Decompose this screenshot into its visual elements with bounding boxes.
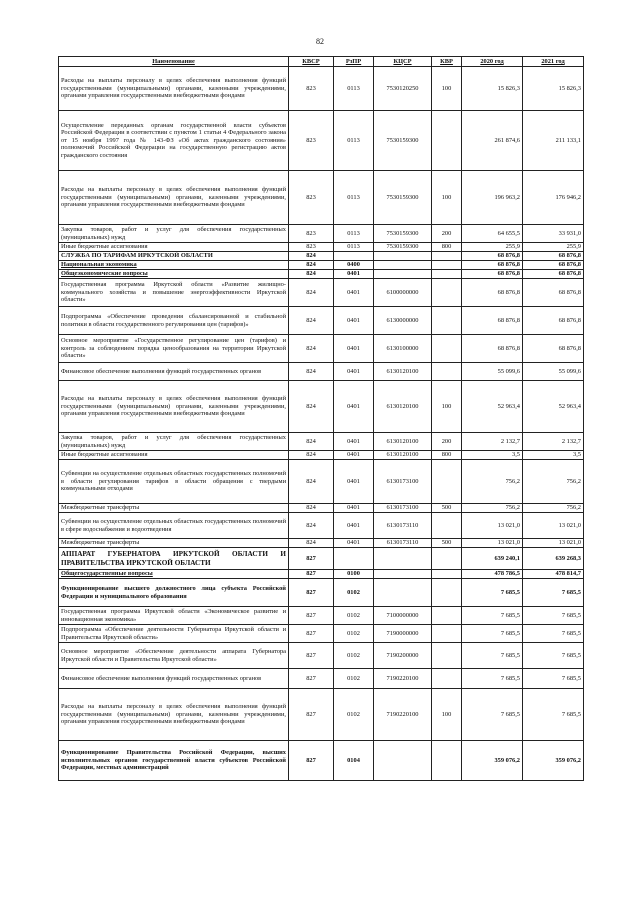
table-row	[59, 225, 584, 243]
table-row	[59, 643, 584, 669]
cell-kvr	[432, 252, 462, 261]
cell-name: Иные бюджетные ассигнования	[59, 243, 289, 252]
cell-rzpr: 0401	[334, 363, 374, 381]
cell-kvsr: 824	[289, 504, 334, 513]
cell-kcsr: 7530159300	[374, 171, 432, 225]
cell-name: Расходы на выплаты персоналу в целях обеспечения выполнения функций государственными (муниципальными) органами, казенными учреждениями, органами управления государственными внебюджетными фондами	[59, 381, 289, 433]
cell-y2021: 68 876,8	[523, 307, 584, 335]
table-row	[59, 111, 584, 171]
cell-kcsr: 6130120100	[374, 381, 432, 433]
cell-rzpr: 0401	[334, 539, 374, 548]
cell-y2021: 478 814,7	[523, 570, 584, 579]
cell-y2020: 756,2	[462, 504, 523, 513]
table-row	[59, 741, 584, 781]
cell-y2021: 55 099,6	[523, 363, 584, 381]
cell-rzpr: 0113	[334, 67, 374, 111]
cell-kvsr: 824	[289, 451, 334, 460]
cell-rzpr: 0401	[334, 451, 374, 460]
cell-y2020: 3,5	[462, 451, 523, 460]
cell-kcsr: 6130173100	[374, 460, 432, 504]
cell-kvr	[432, 335, 462, 363]
cell-kvsr: 827	[289, 548, 334, 570]
table-header-row	[59, 57, 584, 67]
cell-name: Основное мероприятие «Государственное регулирование цен (тарифов) и контроль за соблюдением порядка ценообразования на территории Иркутской области»	[59, 335, 289, 363]
cell-name: Осуществление переданных органам государственной власти субъектов Российской Федерации в соответствии с пунктом 1 статьи 4 Федерального закона от 15 ноября 1997 года № 143-ФЗ «Об актах гражданского состояния» полномочий Российской Федерации на государственную регистрацию актов гражданского состояния	[59, 111, 289, 171]
cell-kvr	[432, 279, 462, 307]
cell-rzpr: 0401	[334, 513, 374, 539]
cell-kvsr: 824	[289, 460, 334, 504]
cell-y2020: 13 021,0	[462, 539, 523, 548]
table-row	[59, 363, 584, 381]
cell-kvr	[432, 270, 462, 279]
cell-kcsr: 6130120100	[374, 451, 432, 460]
cell-y2021: 13 021,0	[523, 513, 584, 539]
cell-kcsr	[374, 252, 432, 261]
cell-kvsr: 824	[289, 381, 334, 433]
table-row	[59, 548, 584, 570]
cell-y2020: 7 685,5	[462, 607, 523, 625]
cell-kcsr	[374, 548, 432, 570]
table-row	[59, 270, 584, 279]
table-row	[59, 504, 584, 513]
cell-rzpr: 0100	[334, 570, 374, 579]
cell-y2021: 33 931,0	[523, 225, 584, 243]
cell-name: Межбюджетные трансферты	[59, 504, 289, 513]
table-row	[59, 381, 584, 433]
cell-rzpr: 0401	[334, 433, 374, 451]
header-kvr: КВР	[432, 57, 462, 67]
cell-y2020: 196 963,2	[462, 171, 523, 225]
cell-name: Функционирование высшего должностного лица субъекта Российской Федерации и муниципального образования	[59, 579, 289, 607]
cell-rzpr: 0102	[334, 689, 374, 741]
cell-kcsr: 7190200000	[374, 643, 432, 669]
cell-rzpr: 0102	[334, 607, 374, 625]
cell-kvsr: 824	[289, 433, 334, 451]
table-row	[59, 279, 584, 307]
table-row	[59, 261, 584, 270]
cell-y2021: 7 685,5	[523, 643, 584, 669]
cell-rzpr: 0102	[334, 669, 374, 689]
cell-y2021: 68 876,8	[523, 252, 584, 261]
cell-kvsr: 823	[289, 243, 334, 252]
cell-name: Субвенции на осуществление отдельных областных государственных полномочий в области регулирования тарифов в области обращения с твердыми коммунальными отходами	[59, 460, 289, 504]
cell-rzpr: 0113	[334, 225, 374, 243]
cell-kvr	[432, 669, 462, 689]
cell-kvsr: 823	[289, 225, 334, 243]
cell-y2020: 7 685,5	[462, 643, 523, 669]
cell-y2021: 639 268,3	[523, 548, 584, 570]
cell-kvr	[432, 579, 462, 607]
cell-kvr: 500	[432, 504, 462, 513]
cell-name: Функционирование Правительства Российской Федерации, высших исполнительных органов государственной власти субъектов Российской Федерации, местных администраций	[59, 741, 289, 781]
cell-y2020: 68 876,8	[462, 270, 523, 279]
cell-y2020: 52 963,4	[462, 381, 523, 433]
cell-name: Закупка товаров, работ и услуг для обеспечения государственных (муниципальных) нужд	[59, 433, 289, 451]
cell-kcsr	[374, 270, 432, 279]
cell-y2021: 756,2	[523, 460, 584, 504]
cell-kvsr: 827	[289, 689, 334, 741]
cell-kcsr: 6130173110	[374, 513, 432, 539]
header-2020: 2020 год	[462, 57, 523, 67]
cell-kcsr: 6130120100	[374, 433, 432, 451]
cell-y2021: 7 685,5	[523, 607, 584, 625]
cell-rzpr: 0102	[334, 625, 374, 643]
cell-y2021: 7 685,5	[523, 625, 584, 643]
cell-kvr: 100	[432, 171, 462, 225]
cell-kcsr: 6130173110	[374, 539, 432, 548]
cell-kvr: 100	[432, 689, 462, 741]
table-row	[59, 451, 584, 460]
cell-kvsr: 827	[289, 579, 334, 607]
cell-name: Подпрограмма «Обеспечение проведения сбалансированной и стабильной политики в области государственного регулирования цен (тарифов)»	[59, 307, 289, 335]
cell-y2021: 68 876,8	[523, 279, 584, 307]
cell-y2021: 13 021,0	[523, 539, 584, 548]
table-row	[59, 171, 584, 225]
cell-y2020: 13 021,0	[462, 513, 523, 539]
cell-y2021: 68 876,8	[523, 261, 584, 270]
cell-name: Расходы на выплаты персоналу в целях обеспечения выполнения функций государственными (муниципальными) органами, казенными учреждениями, органами управления государственными внебюджетными фондами	[59, 689, 289, 741]
cell-y2021: 68 876,8	[523, 335, 584, 363]
table-row	[59, 607, 584, 625]
header-name: Наименование	[59, 57, 289, 67]
cell-kvsr: 827	[289, 669, 334, 689]
cell-rzpr: 0401	[334, 460, 374, 504]
header-rzpr: РзПР	[334, 57, 374, 67]
cell-y2021: 68 876,8	[523, 270, 584, 279]
table-row	[59, 513, 584, 539]
cell-y2020: 639 240,1	[462, 548, 523, 570]
cell-rzpr: 0401	[334, 504, 374, 513]
cell-y2020: 756,2	[462, 460, 523, 504]
table-row	[59, 570, 584, 579]
cell-kcsr	[374, 261, 432, 270]
cell-rzpr: 0400	[334, 261, 374, 270]
table-row	[59, 307, 584, 335]
cell-kvsr: 824	[289, 513, 334, 539]
cell-rzpr: 0401	[334, 335, 374, 363]
table-row	[59, 252, 584, 261]
cell-y2020: 55 099,6	[462, 363, 523, 381]
table-row	[59, 625, 584, 643]
cell-kvsr: 823	[289, 67, 334, 111]
cell-kvr	[432, 261, 462, 270]
cell-y2021: 7 685,5	[523, 689, 584, 741]
cell-kvsr: 827	[289, 625, 334, 643]
cell-y2020: 68 876,8	[462, 279, 523, 307]
cell-name: Финансовое обеспечение выполнения функций государственных органов	[59, 363, 289, 381]
cell-kvr: 100	[432, 381, 462, 433]
cell-rzpr: 0113	[334, 171, 374, 225]
cell-y2020: 64 655,5	[462, 225, 523, 243]
cell-name: Общегосударственные вопросы	[59, 570, 289, 579]
cell-name: Подпрограмма «Обеспечение деятельности Губернатора Иркутской области и Правительства Иркутской области»	[59, 625, 289, 643]
cell-name: Расходы на выплаты персоналу в целях обеспечения выполнения функций государственными (муниципальными) органами, казенными учреждениями, органами управления государственными внебюджетными фондами	[59, 171, 289, 225]
cell-kvsr: 823	[289, 111, 334, 171]
cell-rzpr	[334, 252, 374, 261]
cell-name: Иные бюджетные ассигнования	[59, 451, 289, 460]
cell-kvr	[432, 607, 462, 625]
budget-table	[58, 56, 584, 781]
cell-kvsr: 827	[289, 570, 334, 579]
header-kvsr: КВСР	[289, 57, 334, 67]
cell-kvsr: 827	[289, 643, 334, 669]
cell-kvr	[432, 513, 462, 539]
cell-rzpr: 0113	[334, 243, 374, 252]
cell-kvsr: 824	[289, 252, 334, 261]
cell-name: Закупка товаров, работ и услуг для обеспечения государственных (муниципальных) нужд	[59, 225, 289, 243]
cell-rzpr: 0113	[334, 111, 374, 171]
cell-rzpr: 0401	[334, 307, 374, 335]
cell-y2020: 7 685,5	[462, 689, 523, 741]
cell-kcsr: 6130100000	[374, 335, 432, 363]
cell-rzpr: 0102	[334, 579, 374, 607]
cell-kvr: 100	[432, 67, 462, 111]
cell-kvr	[432, 570, 462, 579]
cell-y2020: 68 876,8	[462, 252, 523, 261]
header-2021: 2021 год	[523, 57, 584, 67]
table-row	[59, 579, 584, 607]
cell-y2021: 7 685,5	[523, 579, 584, 607]
cell-kcsr: 7190000000	[374, 625, 432, 643]
cell-kvsr: 824	[289, 307, 334, 335]
cell-kvr	[432, 741, 462, 781]
cell-name: Финансовое обеспечение выполнения функций государственных органов	[59, 669, 289, 689]
cell-kvr: 800	[432, 451, 462, 460]
cell-y2020: 68 876,8	[462, 261, 523, 270]
cell-y2021: 3,5	[523, 451, 584, 460]
cell-y2020: 15 826,3	[462, 67, 523, 111]
cell-kvsr: 827	[289, 741, 334, 781]
cell-name: Основное мероприятие «Обеспечение деятельности аппарата Губернатора Иркутской области и Правительства Иркутской области»	[59, 643, 289, 669]
cell-kcsr: 7530159300	[374, 243, 432, 252]
cell-kvr	[432, 363, 462, 381]
cell-kcsr: 7530120250	[374, 67, 432, 111]
table-row	[59, 539, 584, 548]
cell-y2020: 359 076,2	[462, 741, 523, 781]
cell-y2021: 756,2	[523, 504, 584, 513]
cell-kcsr: 7100000000	[374, 607, 432, 625]
cell-kvsr: 824	[289, 363, 334, 381]
cell-y2020: 7 685,5	[462, 669, 523, 689]
cell-kcsr: 6130000000	[374, 307, 432, 335]
cell-kcsr: 7190220100	[374, 669, 432, 689]
cell-y2020: 478 786,5	[462, 570, 523, 579]
table-row	[59, 335, 584, 363]
cell-rzpr: 0401	[334, 270, 374, 279]
cell-rzpr: 0401	[334, 279, 374, 307]
cell-kcsr: 7190220100	[374, 689, 432, 741]
cell-y2021: 359 076,2	[523, 741, 584, 781]
cell-kvr	[432, 548, 462, 570]
cell-kvsr: 824	[289, 335, 334, 363]
cell-y2021: 255,9	[523, 243, 584, 252]
cell-kvsr: 824	[289, 270, 334, 279]
cell-rzpr: 0104	[334, 741, 374, 781]
cell-y2021: 52 963,4	[523, 381, 584, 433]
cell-kvsr: 823	[289, 171, 334, 225]
cell-kcsr	[374, 741, 432, 781]
cell-kvsr: 827	[289, 607, 334, 625]
cell-kvr	[432, 625, 462, 643]
table-row	[59, 67, 584, 111]
cell-kvr: 200	[432, 433, 462, 451]
cell-y2021: 176 946,2	[523, 171, 584, 225]
table-row	[59, 689, 584, 741]
cell-kvr: 500	[432, 539, 462, 548]
table-row	[59, 433, 584, 451]
cell-name: Межбюджетные трансферты	[59, 539, 289, 548]
cell-kvr	[432, 111, 462, 171]
cell-rzpr: 0401	[334, 381, 374, 433]
cell-name: Общеэкономические вопросы	[59, 270, 289, 279]
cell-y2020: 261 874,6	[462, 111, 523, 171]
table-row	[59, 460, 584, 504]
cell-kcsr: 6100000000	[374, 279, 432, 307]
cell-kvr	[432, 460, 462, 504]
cell-rzpr	[334, 548, 374, 570]
cell-y2021: 2 132,7	[523, 433, 584, 451]
cell-name: АППАРАТ ГУБЕРНАТОРА ИРКУТСКОЙ ОБЛАСТИ И ПРАВИТЕЛЬСТВА ИРКУТСКОЙ ОБЛАСТИ	[59, 548, 289, 570]
cell-kvsr: 824	[289, 539, 334, 548]
table-row	[59, 243, 584, 252]
cell-kvr	[432, 307, 462, 335]
cell-kcsr: 6130120100	[374, 363, 432, 381]
cell-y2021: 211 133,1	[523, 111, 584, 171]
cell-kvr: 800	[432, 243, 462, 252]
cell-kvr: 200	[432, 225, 462, 243]
cell-y2021: 7 685,5	[523, 669, 584, 689]
cell-y2020: 68 876,8	[462, 307, 523, 335]
cell-kcsr: 6130173100	[374, 504, 432, 513]
cell-kvr	[432, 643, 462, 669]
cell-kcsr: 7530159300	[374, 111, 432, 171]
table-row	[59, 669, 584, 689]
cell-y2020: 2 132,7	[462, 433, 523, 451]
cell-name: Национальная экономика	[59, 261, 289, 270]
cell-name: Расходы на выплаты персоналу в целях обеспечения выполнения функций государственными (муниципальными) органами, казенными учреждениями, органами управления государственными внебюджетными фондами	[59, 67, 289, 111]
cell-kcsr: 7530159300	[374, 225, 432, 243]
cell-y2020: 7 685,5	[462, 625, 523, 643]
cell-name: Государственная программа Иркутской области «Развитие жилищно-коммунального хозяйства и повышение энергоэффективности Иркутской области»	[59, 279, 289, 307]
cell-y2020: 255,9	[462, 243, 523, 252]
table-body	[59, 67, 584, 781]
cell-y2020: 7 685,5	[462, 579, 523, 607]
cell-kvsr: 824	[289, 279, 334, 307]
cell-rzpr: 0102	[334, 643, 374, 669]
cell-kcsr	[374, 579, 432, 607]
cell-name: Субвенции на осуществление отдельных областных государственных полномочий в сфере водоснабжения и водоотведения	[59, 513, 289, 539]
cell-kvsr: 824	[289, 261, 334, 270]
cell-kcsr	[374, 570, 432, 579]
cell-name: Государственная программа Иркутской области «Экономическое развитие и инновационная экономика»	[59, 607, 289, 625]
page-number: 82	[316, 37, 324, 46]
header-kcsr: КЦСР	[374, 57, 432, 67]
cell-y2020: 68 876,8	[462, 335, 523, 363]
cell-y2021: 15 826,3	[523, 67, 584, 111]
cell-name: СЛУЖБА ПО ТАРИФАМ ИРКУТСКОЙ ОБЛАСТИ	[59, 252, 289, 261]
